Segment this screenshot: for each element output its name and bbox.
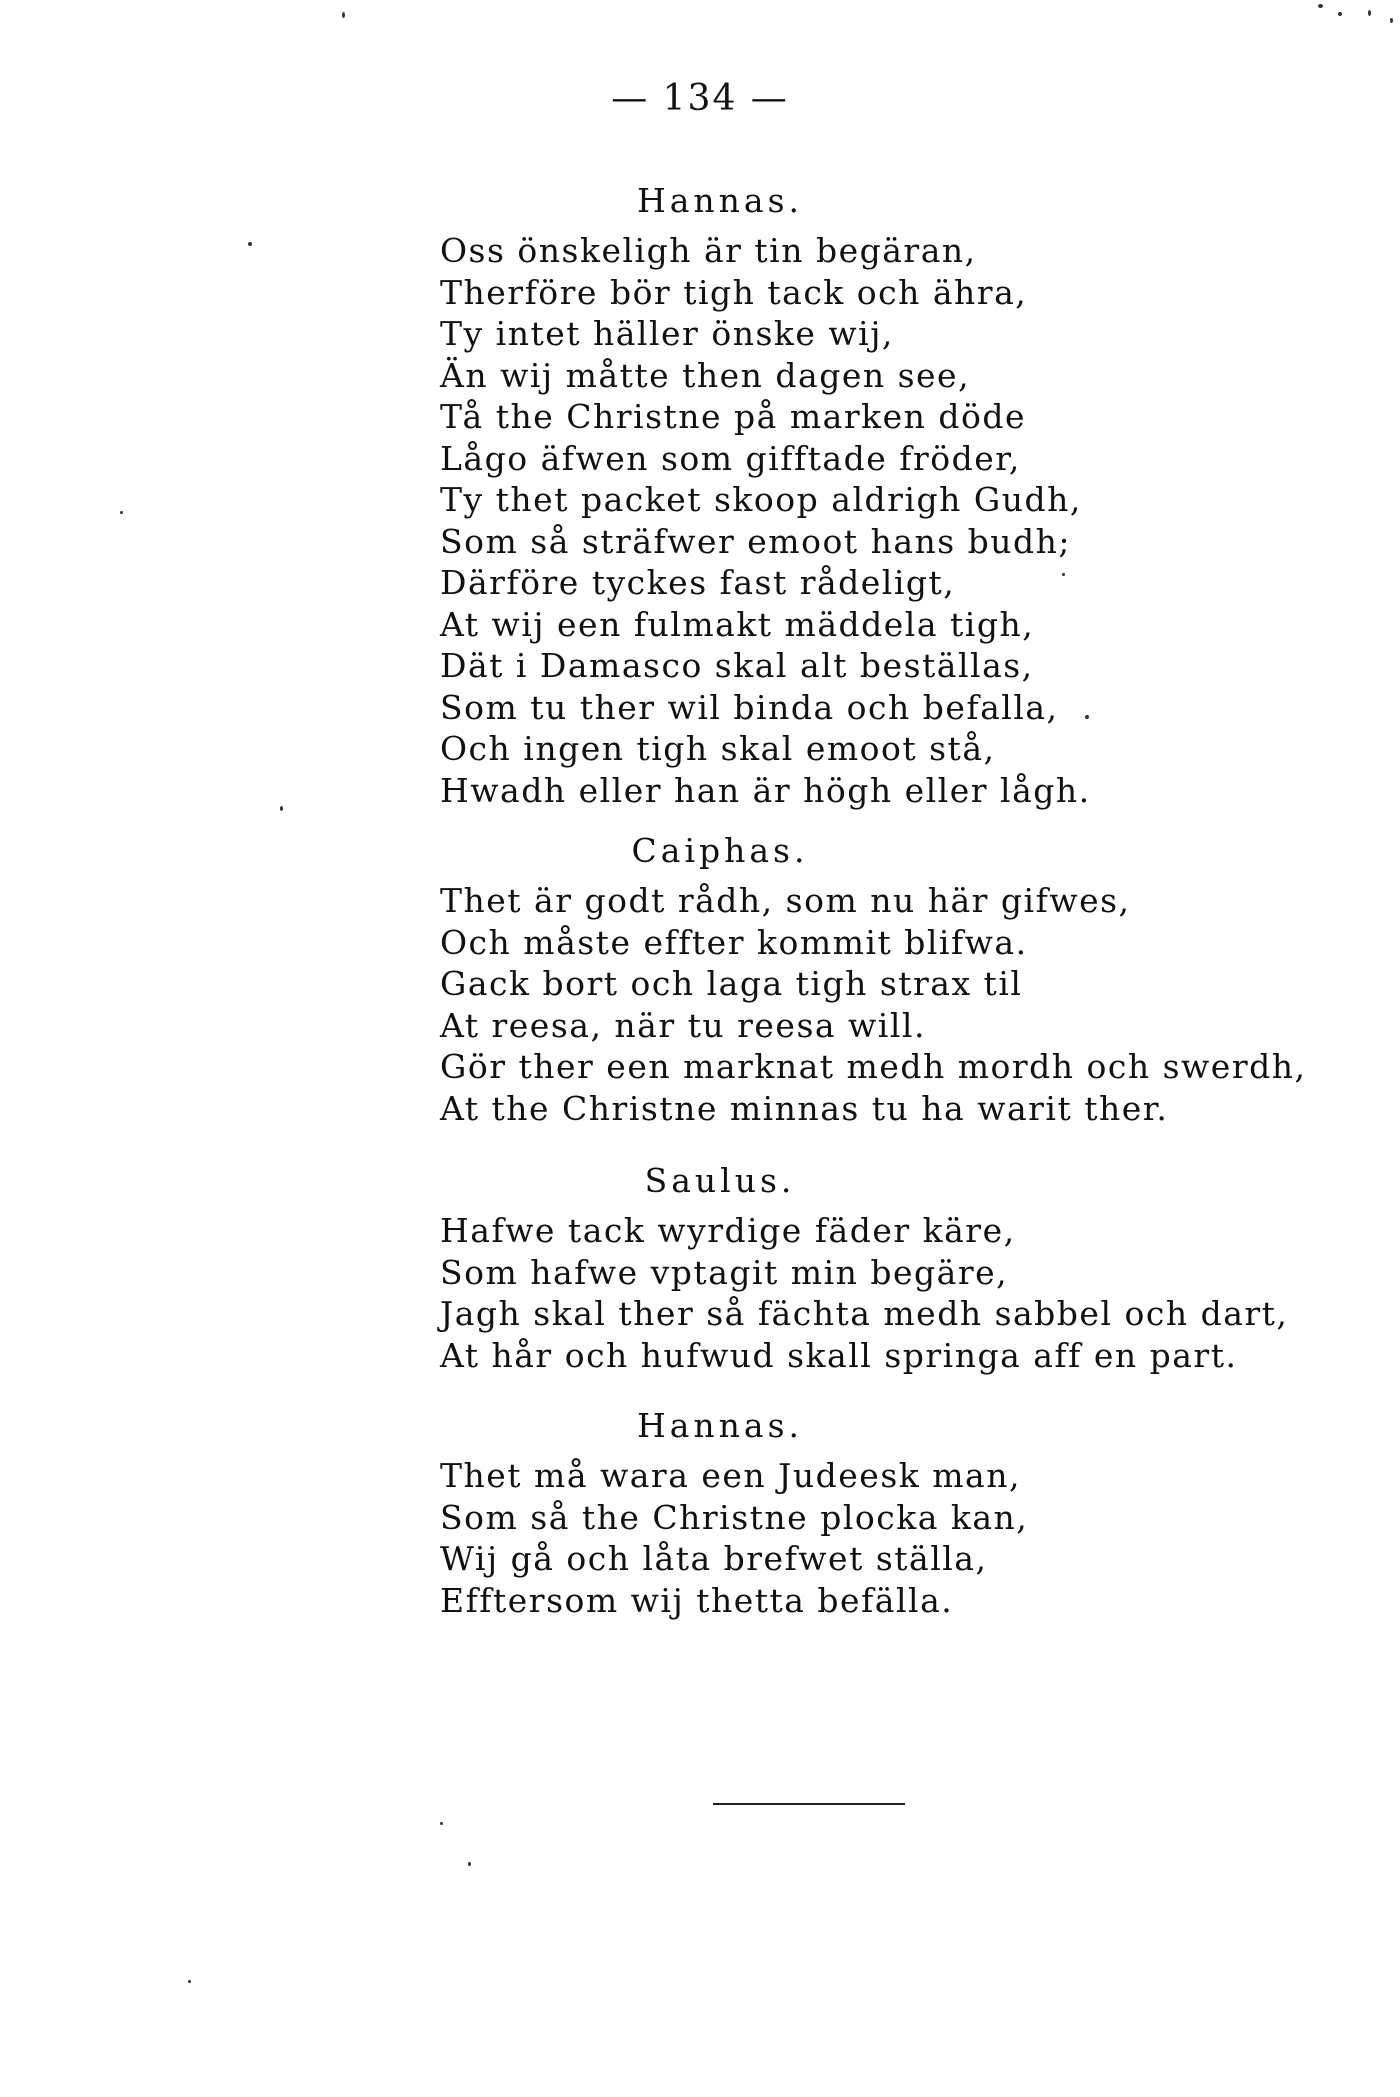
verse-line: At wij een fulmakt mäddela tigh,	[440, 604, 1035, 644]
scan-speckle	[280, 806, 283, 811]
scan-speckle	[468, 1862, 471, 1866]
verse-line: Hafwe tack wyrdige fäder käre,	[440, 1211, 1016, 1250]
end-rule-divider	[713, 1803, 905, 1805]
scan-speckle	[1085, 715, 1089, 719]
verse-line: At reesa, när tu reesa will.	[440, 1005, 926, 1045]
verse-line: Och måste effter kommit blifwa.	[440, 922, 1028, 962]
verse-line: Och ingen tigh skal emoot stå,	[440, 729, 996, 768]
verse-line: Thet är godt rådh, som nu här gifwes,	[440, 881, 1131, 920]
verse-line: Tå the Christne på marken döde	[440, 397, 1027, 436]
verse-line: Hwadh eller han är högh eller lågh.	[440, 770, 1091, 810]
verse-line: Som så the Christne plocka kan,	[440, 1497, 1029, 1537]
verse-line: Thet må wara een Judeesk man,	[440, 1456, 1021, 1495]
verse-line: Som tu ther wil binda och befalla,	[440, 687, 1059, 727]
verse-line: Ty thet packet skoop aldrigh Gudh,	[440, 480, 1082, 519]
speaker-name: Caiphas.	[631, 831, 809, 870]
speech-block-4	[440, 1405, 1340, 1621]
verse-line: Dät i Damasco skal alt beställas,	[440, 646, 1034, 685]
speaker-name: Saulus.	[644, 1161, 796, 1200]
verse-line: Wij gå och låta brefwet ställa,	[440, 1539, 988, 1578]
verse-line: At hår och hufwud skall springa aff en part.	[440, 1335, 1238, 1375]
verse-line: Som så sträfwer emoot hans budh;	[440, 521, 1072, 561]
speech-block-1	[440, 180, 1340, 811]
speaker-name: Hannas.	[636, 181, 804, 220]
verse-line: Därföre tyckes fast rådeligt,	[440, 563, 956, 602]
verse-line: Oss önskeligh är tin begäran,	[440, 231, 977, 270]
verse-line: Jagh skal ther så fächta medh sabbel och dart,	[440, 1294, 1289, 1333]
scan-speckle	[1338, 12, 1342, 16]
verse-line: Än wij måtte then dagen see,	[440, 355, 971, 395]
scan-speckle	[188, 1980, 191, 1983]
scan-speckle	[1390, 18, 1393, 23]
scan-speckle	[1368, 10, 1371, 16]
verse-line: Gack bort och laga tigh strax til	[440, 964, 1023, 1003]
verse-line: Lågo äfwen som gifftade fröder,	[440, 438, 1021, 478]
verse-line: Ty intet häller önske wij,	[440, 314, 894, 353]
speech-block-2	[440, 830, 1340, 1129]
scan-speckle	[440, 1822, 443, 1825]
verse-line: Som hafwe vptagit min begäre,	[440, 1252, 1009, 1292]
speaker-name: Hannas.	[636, 1406, 804, 1445]
scan-speckle	[248, 242, 252, 246]
scan-speckle	[120, 511, 123, 514]
page-number: — 134 —	[611, 78, 789, 119]
verse-line: Therföre bör tigh tack och ähra,	[440, 272, 1028, 312]
scan-speckle	[1318, 4, 1323, 8]
scan-speckle	[1062, 573, 1065, 576]
verse-line: Efftersom wij thetta befälla.	[440, 1580, 954, 1620]
verse-line: At the Christne minnas tu ha warit ther.	[440, 1088, 1169, 1128]
speech-block-3	[440, 1160, 1340, 1376]
scan-speckle	[342, 12, 345, 18]
verse-line: Gör ther een marknat medh mordh och swerdh,	[440, 1047, 1307, 1086]
